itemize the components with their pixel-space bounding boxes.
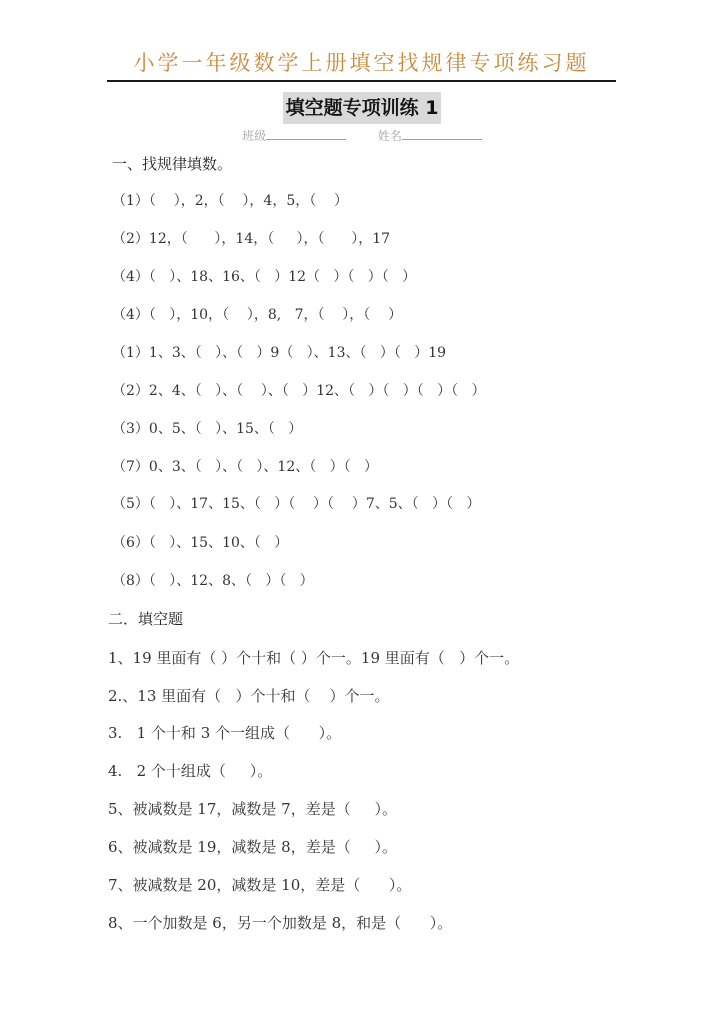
name-field (378, 127, 482, 144)
pattern-question[interactable]: （4）（ ）、18、16、（ ）12（ ）（ ）（ ） (112, 269, 417, 285)
pattern-question[interactable]: （3）0、5、（ ）、15、（ ） (112, 421, 303, 437)
section2-heading: 二．填空题 (108, 610, 184, 628)
worksheet-header-title: 小学一年级数学上册填空找规律专项练习题 (133, 51, 590, 75)
class-field (242, 127, 346, 144)
fill-blank-question[interactable]: 1、19 里面有（ ）个十和（ ）个一。19 里面有（ ）个一。 (108, 649, 520, 667)
document-title: 填空题专项训练 1 (283, 92, 442, 124)
fill-blank-question[interactable]: 7、被减数是 20，减数是 10，差是（ ）。 (108, 876, 412, 894)
fill-blank-question[interactable]: 5、被减数是 17，减数是 7，差是（ ）。 (108, 800, 398, 818)
fill-blank-question[interactable]: 8、一个加数是 6，另一个加数是 8，和是（ ）。 (108, 914, 453, 932)
fill-blank-question[interactable]: 2.、13 里面有（ ）个十和（ ）个一。 (108, 687, 390, 705)
class-field-label: 班级 (242, 129, 267, 143)
name-field-input[interactable] (402, 127, 482, 140)
pattern-question[interactable]: （4）（ ），10，（ ），8, 7，（ ），（ ） (112, 307, 403, 323)
fill-blank-question[interactable]: 4. 2 个十组成（ ）。 (108, 762, 273, 780)
pattern-question[interactable]: （6）（ ）、15、10、（ ） (112, 535, 289, 551)
fill-blank-question[interactable]: 3. 1 个十和 3 个一组成（ ）。 (108, 724, 342, 742)
name-field-label: 姓名 (377, 129, 402, 143)
pattern-question[interactable]: （8）（ ）、12、8、（ ）（ ） (112, 573, 314, 589)
header-divider (107, 80, 616, 82)
pattern-question[interactable]: （5）（ ）、17、15、（ ）（ ）（ ）7、5、（ ）（ ） (112, 496, 481, 512)
document-title-container (0, 92, 724, 124)
fill-blank-question[interactable]: 6、被减数是 19，减数是 8，差是（ ）。 (108, 838, 398, 856)
pattern-question[interactable]: （7）0、3、（ ）、（ ）、12、（ ）（ ） (112, 459, 378, 475)
pattern-question[interactable]: （1）（ ），2，（ ），4，5，（ ） (112, 193, 349, 209)
student-info-fields (0, 127, 724, 144)
section1-heading: 一、找规律填数。 (112, 155, 233, 173)
pattern-question[interactable]: （2）12，（ ），14，（ ），（ ），17 (112, 231, 391, 247)
pattern-question[interactable]: （2）2、4、（ ）、（ ）、（ ）12、（ ）（ ）（ ）（ ） (112, 383, 486, 399)
pattern-question[interactable]: （1）1、3、（ ）、（ ）9（ ）、13、（ ）（ ）19 (112, 345, 447, 361)
class-field-input[interactable] (266, 127, 346, 140)
